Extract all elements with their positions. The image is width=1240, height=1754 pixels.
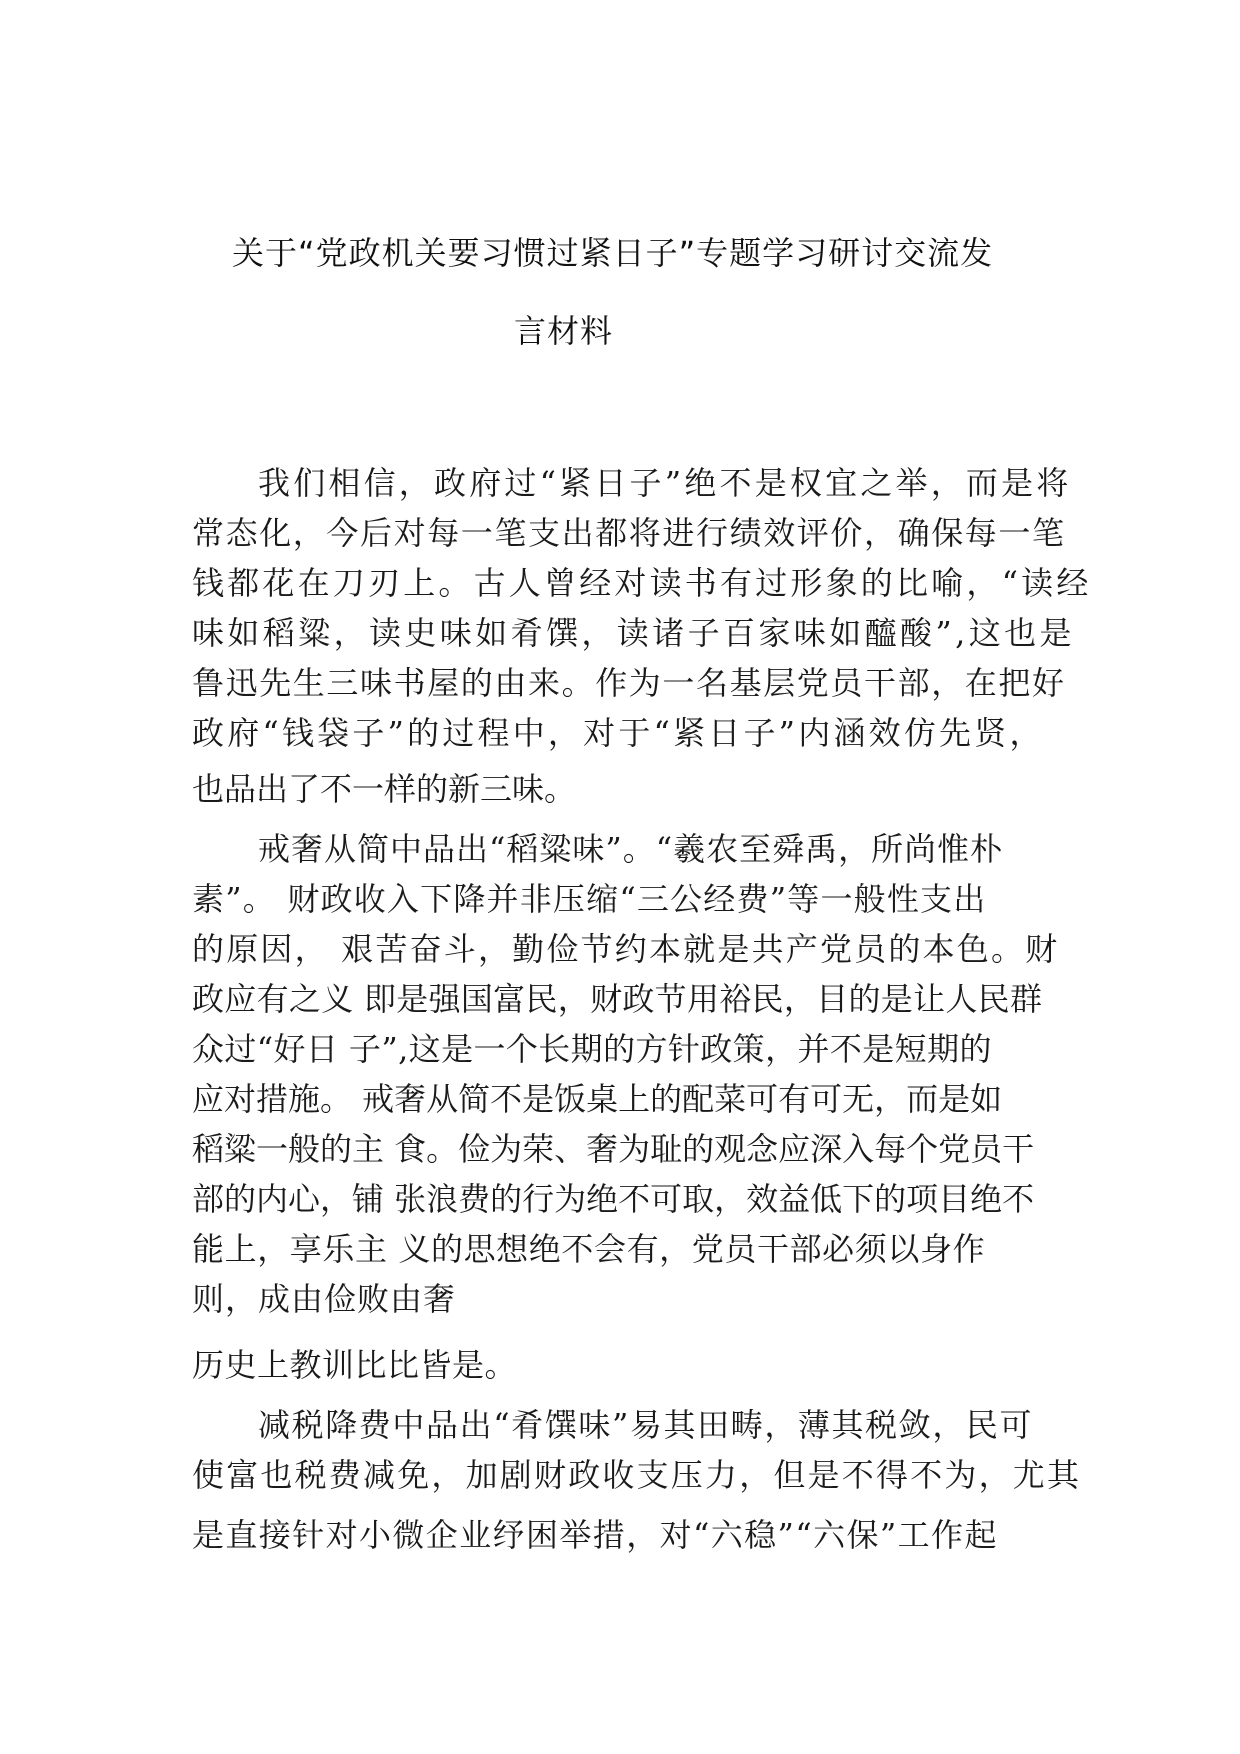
document-title-line-1: 关于“党政机关要习惯过紧日子”专题学习研讨交流发 (232, 234, 994, 272)
paragraph-line: 能上，享乐主 义的思想绝不会有，党员干部必须以身作 (192, 1230, 986, 1268)
paragraph-line: 使富也税费减免，加剧财政收支压力，但是不得不为，尤其 (192, 1456, 1082, 1494)
document-title-line-2: 言材料 (514, 312, 614, 350)
paragraph-line: 政府“钱袋子”的过程中，对于“紧日子”内涵效仿先贤， (192, 714, 1045, 752)
paragraph-line: 政应有之义 即是强国富民，财政节用裕民，目的是让人民群 (192, 980, 1043, 1018)
paragraph-line: 部的内心，铺 张浪费的行为绝不可取，效益低下的项目绝不 (192, 1180, 1035, 1218)
paragraph-line: 常态化，今后对每一笔支出都将进行绩效评价，确保每一笔 (192, 514, 1066, 552)
paragraph-line: 减税降费中品出“肴馔味”易其田畴，薄其税敛，民可 (258, 1406, 1034, 1444)
paragraph-line: 素”。 财政收入下降并非压缩“三公经费”等一般性支出 (192, 880, 987, 918)
paragraph-line: 也品出了不一样的新三味。 (192, 770, 577, 808)
paragraph-line: 是直接针对小微企业纾困举措，对“六稳”“六保”工作起 (192, 1516, 998, 1554)
paragraph-line: 味如稻粱，读史味如肴馔，读诸子百家味如醯酸”,这也是 (192, 614, 1075, 652)
paragraph-line: 我们相信，政府过“紧日子”绝不是权宜之举，而是将 (258, 464, 1072, 502)
paragraph-line: 稻粱一般的主 食。俭为荣、奢为耻的观念应深入每个党员干 (192, 1130, 1035, 1168)
paragraph-line: 众过“好日 子”,这是一个长期的方针政策，并不是短期的 (192, 1030, 992, 1068)
paragraph-line: 戒奢从简中品出“稻粱味”。“羲农至舜禹，所尚惟朴 (258, 830, 1004, 868)
paragraph-line: 的原因， 艰苦奋斗，勤俭节约本就是共产党员的本色。财 (192, 930, 1060, 968)
paragraph-line: 历史上教训比比皆是。 (192, 1346, 518, 1384)
paragraph-line: 钱都花在刀刃上。古人曾经对读书有过形象的比喻，“读经 (192, 564, 1092, 602)
paragraph-line: 鲁迅先生三味书屋的由来。作为一名基层党员干部，在把好 (192, 664, 1066, 702)
paragraph-line: 应对措施。 戒奢从简不是饭桌上的配菜可有可无，而是如 (192, 1080, 1003, 1118)
paragraph-line: 则，成由俭败由奢 (192, 1280, 457, 1318)
